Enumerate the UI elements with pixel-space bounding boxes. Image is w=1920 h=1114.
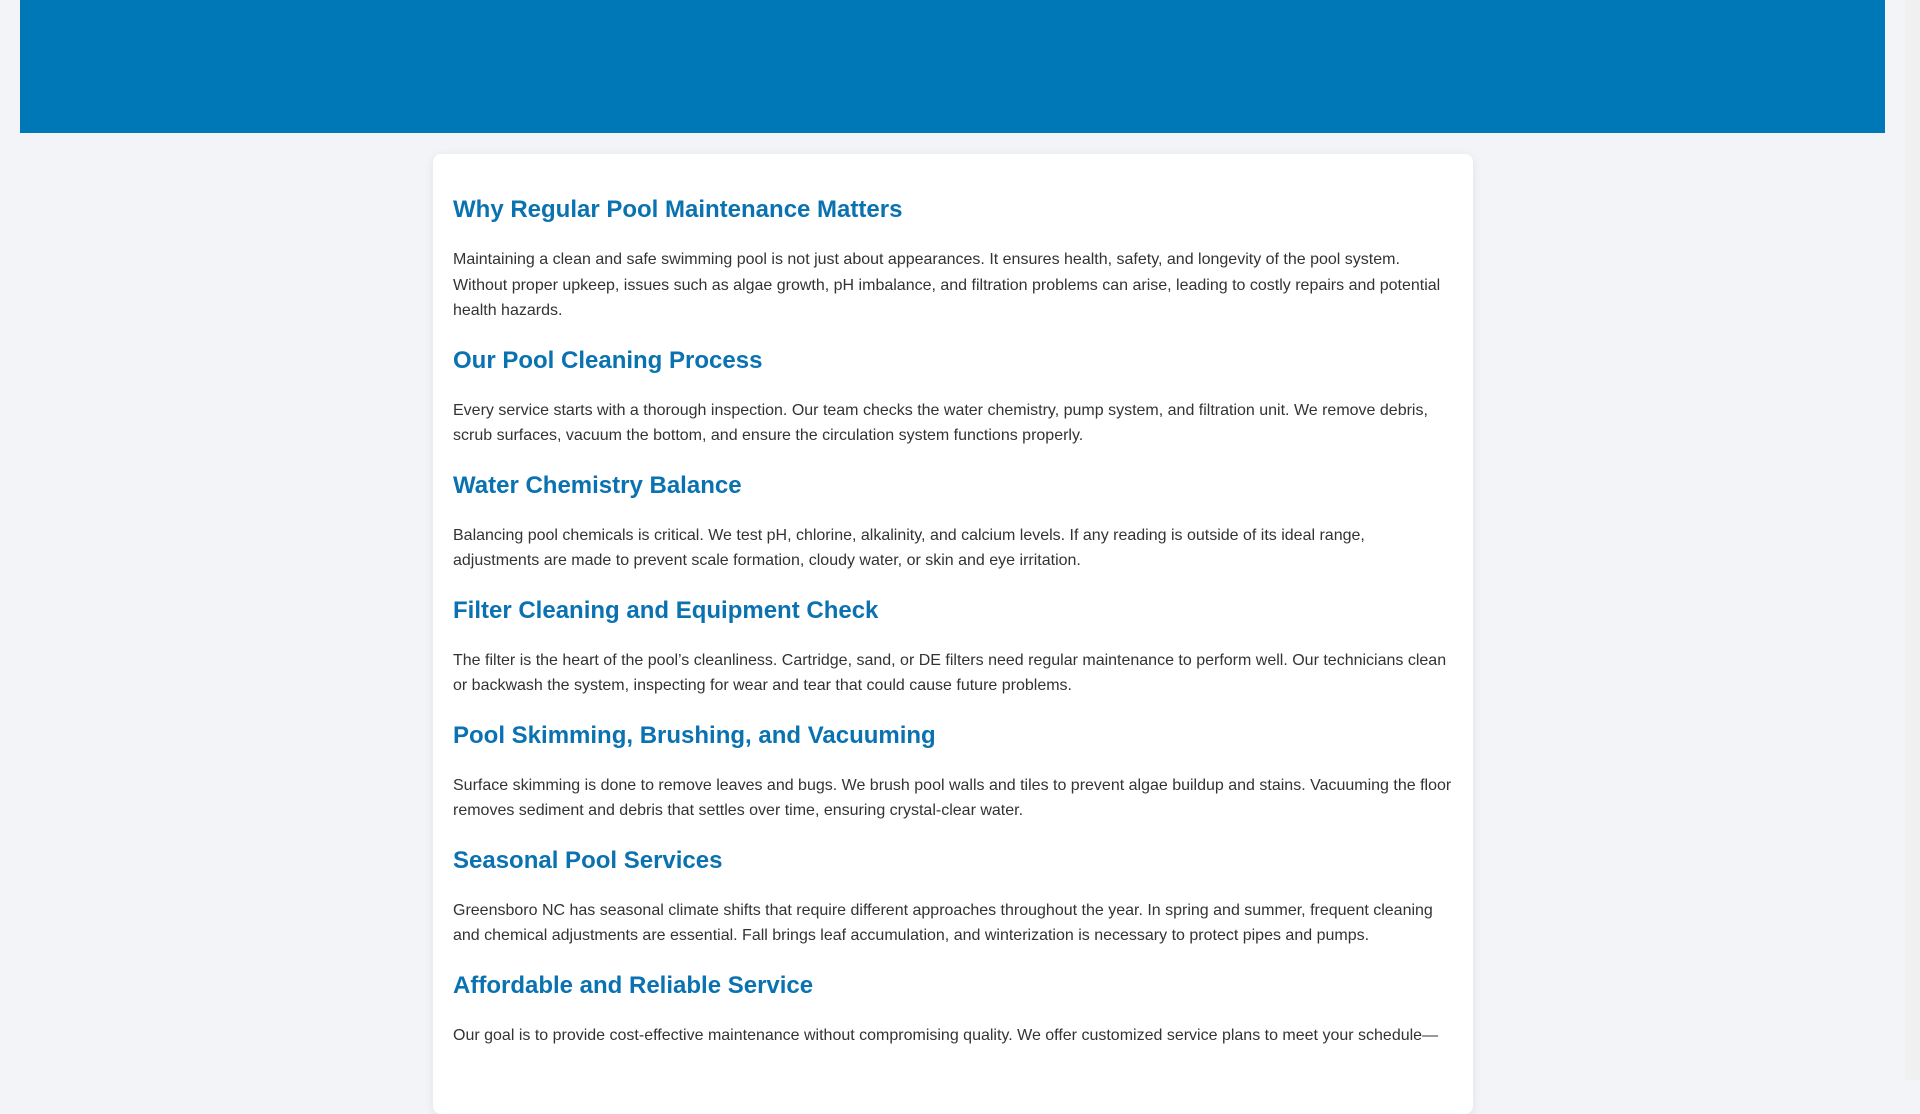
section-body: Greensboro NC has seasonal climate shifts that require different approaches throughout the year. In spring and summer, frequent cleaning and chemical adjustments are essential. Fall brings leaf accumulation, and winterization is necessary to protect pipes and pumps. bbox=[453, 901, 1433, 944]
article bbox=[453, 154, 1453, 1048]
section-heading: Seasonal Pool Services bbox=[453, 846, 723, 874]
section-heading: Water Chemistry Balance bbox=[453, 471, 742, 499]
site-header bbox=[20, 0, 1885, 133]
section-body: Every service starts with a thorough inspection. Our team checks the water chemistry, pump system, and filtration unit. We remove debris, scrub surfaces, vacuum the bottom, and ensure the circulation system functions properly. bbox=[453, 401, 1428, 444]
section-body: Balancing pool chemicals is critical. We test pH, chlorine, alkalinity, and calcium levels. If any reading is outside of its ideal range, adjustments are made to prevent scale formation, cloudy water, or skin and eye irritation. bbox=[453, 526, 1365, 569]
section-heading: Affordable and Reliable Service bbox=[453, 971, 814, 999]
section-body: Our goal is to provide cost-effective maintenance without compromising quality. We offer customized service plans to meet your schedule— bbox=[453, 1026, 1439, 1044]
section-heading: Filter Cleaning and Equipment Check bbox=[453, 596, 879, 624]
page-scrollbar[interactable] bbox=[1905, 0, 1920, 1080]
section-heading: Our Pool Cleaning Process bbox=[453, 346, 763, 374]
section-heading: Why Regular Pool Maintenance Matters bbox=[453, 196, 903, 223]
section-body: Maintaining a clean and safe swimming pool is not just about appearances. It ensures health, safety, and longevity of the pool system. Without proper upkeep, issues such as algae growth, pH imbalance, and filtration problems can arise, leading to costly repairs and potential health hazards. bbox=[453, 251, 1441, 319]
section-body: The filter is the heart of the pool’s cleanliness. Cartridge, sand, or DE filters need regular maintenance to perform well. Our technicians clean or backwash the system, inspecting for wear and tear that could cause future problems. bbox=[453, 651, 1447, 694]
content-card bbox=[433, 154, 1473, 1114]
section-heading: Pool Skimming, Brushing, and Vacuuming bbox=[453, 721, 936, 749]
section-body: Surface skimming is done to remove leaves and bugs. We brush pool walls and tiles to prevent algae buildup and stains. Vacuuming the floor removes sediment and debris that settles over time, ensuring crystal-clear water. bbox=[453, 776, 1452, 819]
